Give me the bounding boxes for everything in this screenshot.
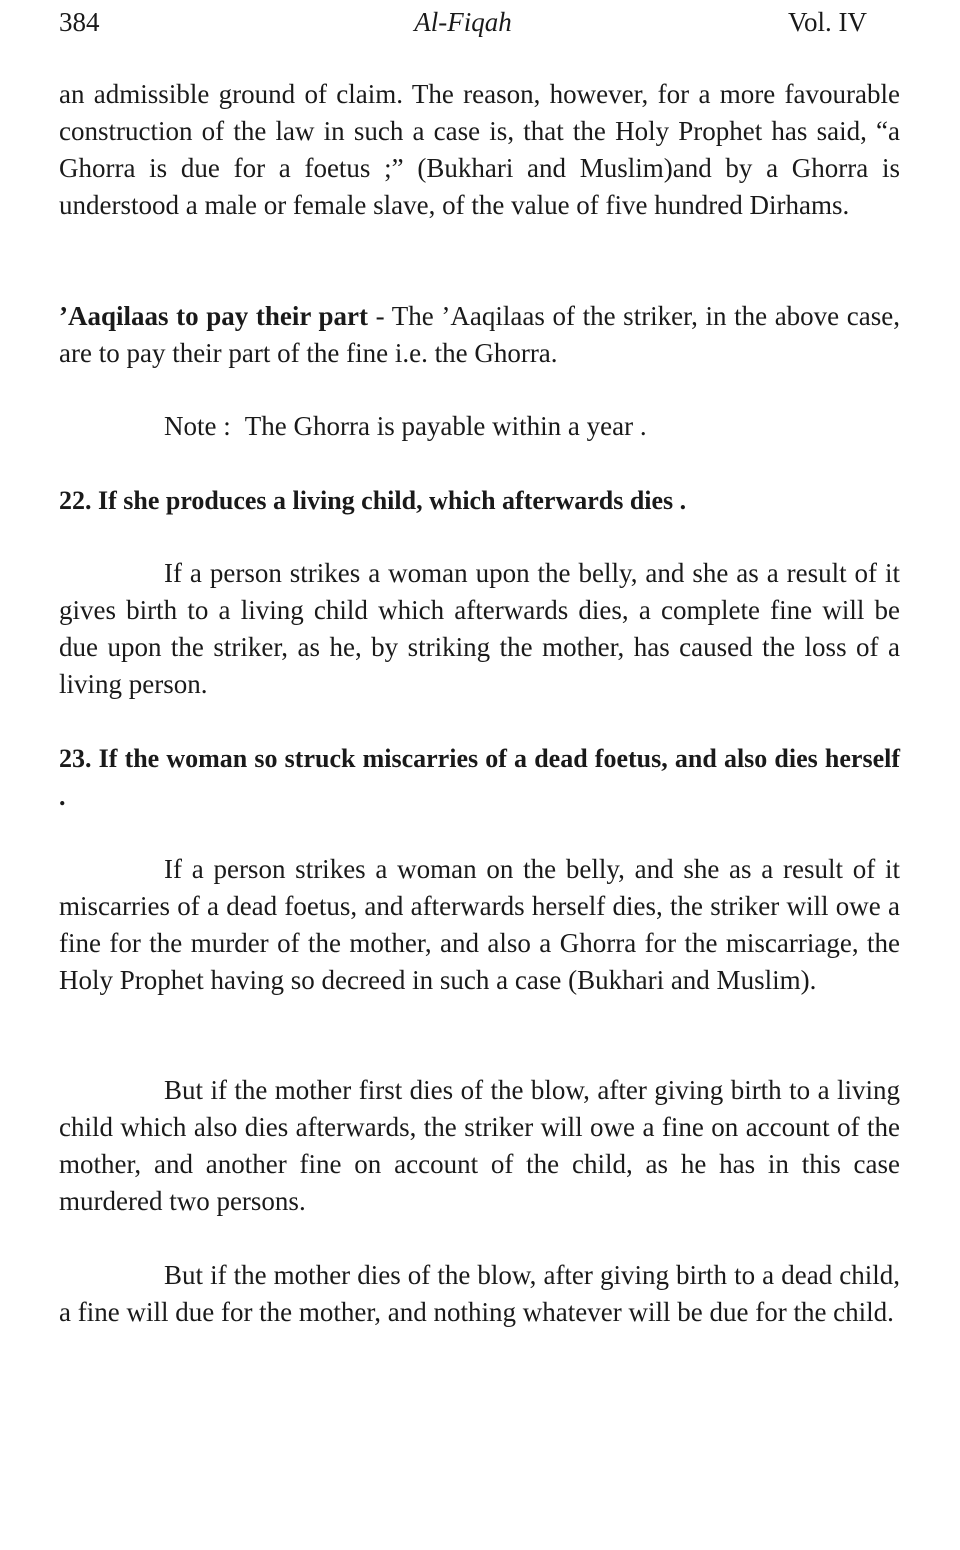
running-header: [59, 4, 867, 44]
page-number: 384: [59, 7, 100, 37]
section-22-heading: 22. If she produces a living child, which afterwards dies .: [59, 486, 687, 515]
section-23-paragraph-2: But if the mother first dies of the blow, after giving birth to a living child which also dies afterwards, the striker will owe a fine on account of the mother, and another fine on account of the child, as he has in this case murdered two persons.: [59, 1075, 900, 1216]
note-label: Note :: [164, 411, 231, 441]
paragraph-aaqilaas: [59, 298, 900, 372]
section-22-paragraph: If a person strikes a woman upon the belly, and she as a result of it gives birth to a living child which afterwards dies, a complete fine will be due upon the striker, as he, by striking the mother, has caused the loss of a living person.: [59, 558, 900, 699]
aaqilaas-run-in-heading: ’Aaqilaas to pay their part: [59, 301, 369, 331]
note-line: [164, 408, 647, 445]
book-title: Al-Fiqah: [414, 7, 512, 37]
volume-label: Vol. IV: [787, 7, 867, 37]
section-23-paragraph-1: If a person strikes a woman on the belly, and she as a result of it miscarries of a dead foetus, and afterwards herself dies, the striker will owe a fine for the murder of the mother, and also a Ghorra for the miscarriage, the Holy Prophet having so decreed in such a case (Bukhari and Muslim).: [59, 854, 900, 995]
section-23-paragraph-3: But if the mother dies of the blow, after giving birth to a dead child, a fine will due for the mother, and nothing whatever will be due for the child.: [59, 1260, 900, 1327]
paragraph-continuation: an admissible ground of claim. The reason, however, for a more favourable construction of the law in such a case is, that the Holy Prophet has said, “a Ghorra is due for a foetus ;” (Bukhari and Muslim)and by a Ghorra is understood a male or female slave, of the value of five hundred Dirhams.: [59, 79, 900, 220]
aaqilaas-text: - The ’Aaqilaas of the striker, in the above case, are to pay their part of the fine i.e. the Ghorra.: [59, 301, 900, 368]
note-text: The Ghorra is payable within a year .: [244, 411, 647, 441]
section-23-heading: 23. If the woman so struck miscarries of a dead foetus, and also dies herself .: [59, 744, 900, 811]
